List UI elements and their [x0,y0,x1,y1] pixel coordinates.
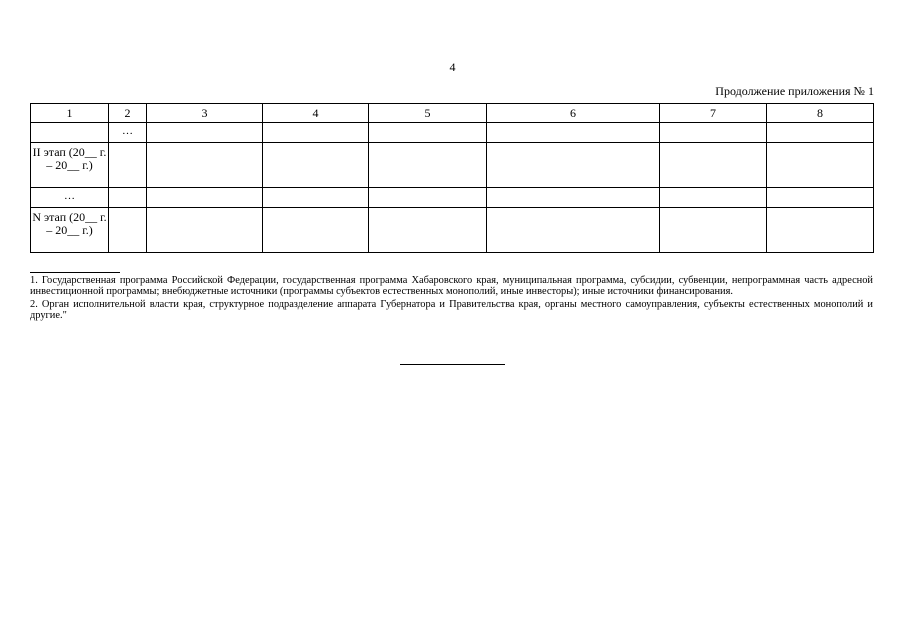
table-cell [31,143,109,188]
page-number: 4 [449,60,456,74]
header-cell: 3 [147,104,263,123]
table-cell [109,143,147,188]
header-cell: 1 [31,104,109,123]
table-cell [767,123,874,143]
header-cell: 7 [660,104,767,123]
header-cell: 6 [487,104,660,123]
table-cell [487,208,660,253]
table-cell [660,143,767,188]
table-cell [147,188,263,208]
ellipsis-marker: … [122,125,133,137]
footnote-2: 2. Орган исполнительной власти края, структурное подразделение аппарата Губернатора и Правительства края, органы местного самоуправления, субъекты естественных монополий и другие." [30,299,873,321]
header-cell: 8 [767,104,874,123]
table-cell [263,188,369,208]
table-cell [487,123,660,143]
table-cell [660,123,767,143]
ellipsis-marker: … [64,190,75,202]
table-header-row [31,104,874,123]
table-cell [767,143,874,188]
table-cell [369,188,487,208]
table-cell [263,143,369,188]
table-cell [31,123,109,143]
table-cell [767,188,874,208]
table-cell [660,208,767,253]
table-cell [109,188,147,208]
continuation-label: Продолжение приложения № 1 [715,84,874,98]
footnote-separator [30,272,120,273]
table-cell [147,208,263,253]
header-cell: 4 [263,104,369,123]
table-cell [487,143,660,188]
table-cell [369,208,487,253]
table-cell [31,208,109,253]
table-cell [109,208,147,253]
stage-label: II этап (20__ г. – 20__ г.) [32,145,107,172]
footnote-1: 1. Государственная программа Российской Федерации, государственная программа Хабаровского края, муниципальная программа, субсидии, субвенции, непрограммная часть адресной инвестиционной программы; внебюджетные источники (программы субъектов естественных монополий, иные инвесторы); иные источники финансирования. [30,275,873,297]
table-row [31,208,874,253]
table-cell [263,123,369,143]
header-cell: 5 [369,104,487,123]
end-of-document-rule [400,364,505,365]
table-cell [263,208,369,253]
table-row [31,123,874,143]
table-cell [369,143,487,188]
stage-label: N этап (20__ г. – 20__ г.) [32,210,107,237]
footnotes [30,275,873,323]
table-cell [109,123,147,143]
header-cell: 2 [109,104,147,123]
table-cell [767,208,874,253]
table-row [31,143,874,188]
appendix-table [30,103,874,253]
table-cell [369,123,487,143]
table-cell [487,188,660,208]
table-cell [31,188,109,208]
table-cell [660,188,767,208]
table-row [31,188,874,208]
table-cell [147,123,263,143]
table-cell [147,143,263,188]
